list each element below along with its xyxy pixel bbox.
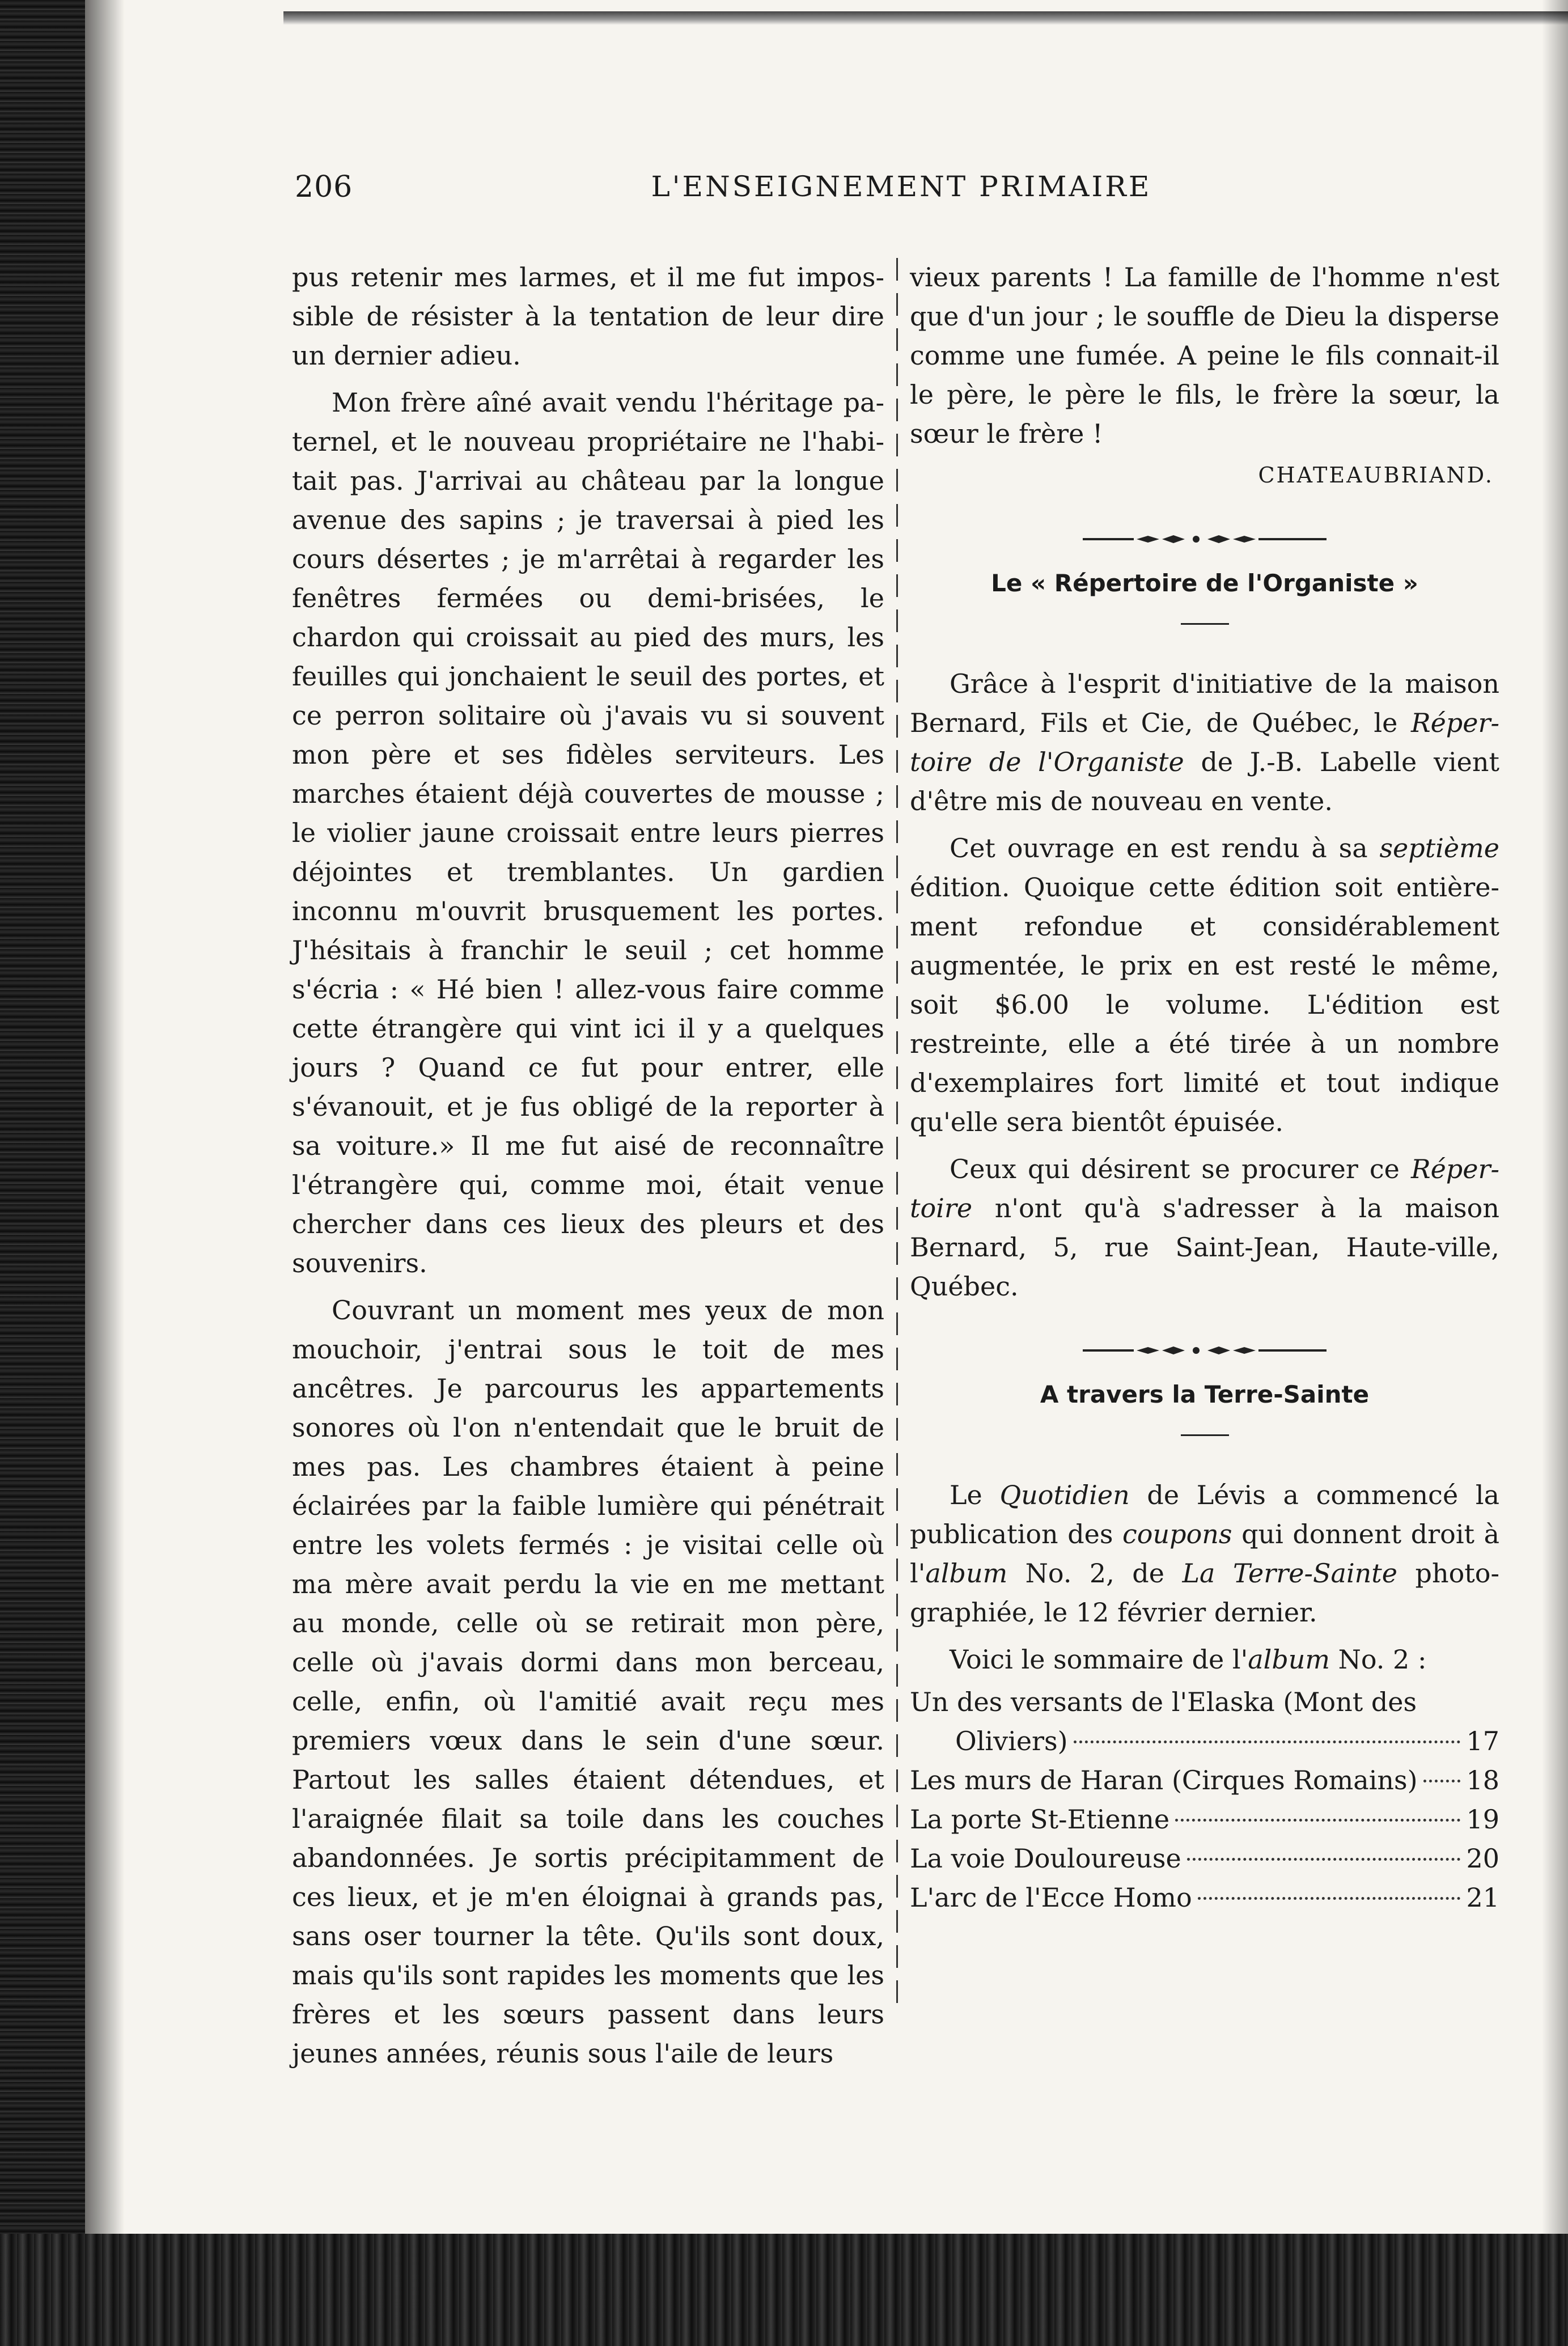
toc-title: La voie Douloureuse xyxy=(910,1843,1181,1874)
italic-run: album xyxy=(1248,1644,1330,1675)
column-divider xyxy=(896,258,898,2010)
paragraph xyxy=(910,1640,1499,1679)
section-title: A travers la Terre-Sainte xyxy=(1040,1381,1370,1408)
toc-entry: Un des versants de l'Elaska (Mont des xyxy=(910,1687,1417,1717)
italic-run: Quotidien xyxy=(999,1480,1130,1510)
toc-title: Les murs de Haran (Cirques Romains) xyxy=(910,1765,1418,1796)
toc-leader xyxy=(1198,1897,1461,1900)
scan-edge-top xyxy=(283,11,1568,25)
paragraph xyxy=(910,664,1499,821)
short-rule xyxy=(1181,623,1229,625)
short-rule xyxy=(1181,1434,1229,1436)
toc-leader xyxy=(1187,1858,1461,1861)
scan-edge-bottom xyxy=(0,2234,1568,2346)
toc-entry xyxy=(910,1722,1499,1761)
text-run: n'ont qu'à s'adresser à la maison Bernard, 5, rue Saint-Jean, Haute-ville, Québec. xyxy=(910,1193,1499,1302)
ornament-divider xyxy=(1083,1346,1327,1355)
paragraph xyxy=(910,1150,1499,1306)
paragraph: pus retenir mes larmes, et il me fut impossible de résister à la tentation de leur dire un dernier adieu. xyxy=(292,262,884,371)
toc-page: 17 xyxy=(1466,1726,1499,1756)
italic-run: Répertoire xyxy=(910,1154,1499,1223)
text-run: édition. Quoique cette édition soit entièrement refondue et considérablement augmentée, le prix en est resté le même, soit $6.00 le volume. L'édition est restreinte, elle a été tirée à un nombre d'exemplaires fort limité et tout indique qu'elle sera bientôt épuisée. xyxy=(910,872,1499,1137)
ornament-divider xyxy=(1083,535,1327,544)
toc-entry xyxy=(910,1839,1499,1878)
italic-run: coupons xyxy=(1122,1519,1232,1549)
text-run: Cet ouvrage en est rendu à sa xyxy=(950,833,1380,863)
right-column xyxy=(910,258,1499,1917)
text-run: No. 2, de xyxy=(1007,1558,1183,1589)
italic-run: La Terre-Sainte xyxy=(1182,1558,1398,1589)
toc-leader xyxy=(1423,1780,1461,1782)
toc-page: 21 xyxy=(1466,1882,1499,1913)
paragraph: Couvrant un moment mes yeux de mon mouchoir, j'entrai sous le toit de mes ancêtres. Je parcourus les appartements sonores où l'on n'entendait que le bruit de mes pas. Les chambres étaient à peine éclairées par la faible lumière qui pénétrait entre les volets fermés : je visitai celle où ma mère avait perdu la vie en me mettant au monde, celle où se retirait mon père, celle où j'avais dormi dans mon berceau, celle, enfin, où l'amitié avait reçu mes premiers vœux dans le sein d'une sœur. Partout les salles étaient détendues, et l'araignée filait sa toile dans les couches abandonnées. Je sortis précipitamment de ces lieux, et je m'en éloignai à grands pas, sans oser tourner la tête. Qu'ils sont doux, mais qu'ils sont rapides les moments que les frères et les sœurs passent dans leurs jeunes années, réunis sous l'aile de leurs xyxy=(292,1295,884,2069)
text-run: photographiée, le 12 février dernier. xyxy=(910,1558,1500,1628)
text-run: Grâce à l'esprit d'initiative de la maison Bernard, Fils et Cie, de Québec, le xyxy=(910,668,1499,738)
scan-edge-right xyxy=(1542,0,1568,2346)
scan-edge-left xyxy=(0,0,85,2346)
table-of-contents xyxy=(910,1683,1499,1917)
text-run: Le xyxy=(950,1480,1000,1510)
text-run: qui donnent droit à l' xyxy=(910,1519,1499,1589)
toc-title: Oliviers) xyxy=(955,1726,1068,1756)
toc-title: L'arc de l'Ecce Homo xyxy=(910,1882,1192,1913)
toc-page: 19 xyxy=(1466,1804,1499,1835)
text-run: Ceux qui désirent se procurer ce xyxy=(950,1154,1411,1184)
paragraph: vieux parents ! La famille de l'homme n'est que d'un jour ; le souffle de Dieu la disperse comme une fumée. A peine le fils connait-il le père, le père le fils, le frère la sœur, la sœur le frère ! xyxy=(910,262,1499,449)
paragraph xyxy=(910,1476,1499,1632)
toc-entry xyxy=(910,1878,1499,1917)
toc-leader xyxy=(1175,1819,1460,1822)
toc-entry xyxy=(910,1761,1499,1800)
italic-run: Répertoire de l'Organiste xyxy=(910,708,1499,777)
page-number: 206 xyxy=(295,170,353,204)
left-column xyxy=(292,258,884,2073)
italic-run: septième xyxy=(1379,833,1499,863)
toc-title: La porte St-Etienne xyxy=(910,1804,1170,1835)
text-run: de Lévis a commencé la publication des xyxy=(910,1480,1499,1549)
text-run: No. 2 : xyxy=(1330,1644,1427,1675)
text-run: Voici le sommaire de l' xyxy=(950,1644,1248,1675)
italic-run: album xyxy=(925,1558,1008,1589)
section-title: Le « Répertoire de l'Organiste » xyxy=(991,569,1418,597)
page-header xyxy=(295,170,1508,215)
author-signature: CHATEAUBRIAND. xyxy=(1258,463,1494,488)
scan-shadow-left xyxy=(85,0,125,2346)
paragraph: Mon frère aîné avait vendu l'héritage paternel, et le nouveau propriétaire ne l'habitait pas. J'arrivai au château par la longue avenue des sapins ; je traversai à pied les cours désertes ; je m'arrêtai à regarder les fenêtres fermées ou demi-brisées, le chardon qui croissait au pied des murs, les feuilles qui jonchaient le seuil des portes, et ce perron solitaire où j'avais vu si souvent mon père et ses fidèles serviteurs. Les marches étaient déjà couvertes de mousse ; le violier jaune croissait entre leurs pierres déjointes et tremblantes. Un gardien inconnu m'ouvrit brusquement les portes. J'hésitais à franchir le seuil ; cet homme s'écria : « Hé bien ! allez-vous faire comme cette étrangère qui vint ici il y a quelques jours ? Quand ce fut pour entrer, elle s'évanouit, et je fus obligé de la reporter à sa voiture.» Il me fut aisé de reconnaître l'étrangère qui, comme moi, était venue chercher dans ces lieux des pleurs et des souvenirs. xyxy=(292,387,884,1278)
text-run: de J.-B. Labelle vient d'être mis de nouveau en vente. xyxy=(910,747,1499,816)
toc-page: 20 xyxy=(1466,1843,1499,1874)
toc-leader xyxy=(1074,1741,1461,1743)
toc-entry xyxy=(910,1800,1499,1839)
toc-page: 18 xyxy=(1466,1765,1499,1796)
paragraph xyxy=(910,829,1499,1142)
running-title: L'ENSEIGNEMENT PRIMAIRE xyxy=(651,170,1152,203)
